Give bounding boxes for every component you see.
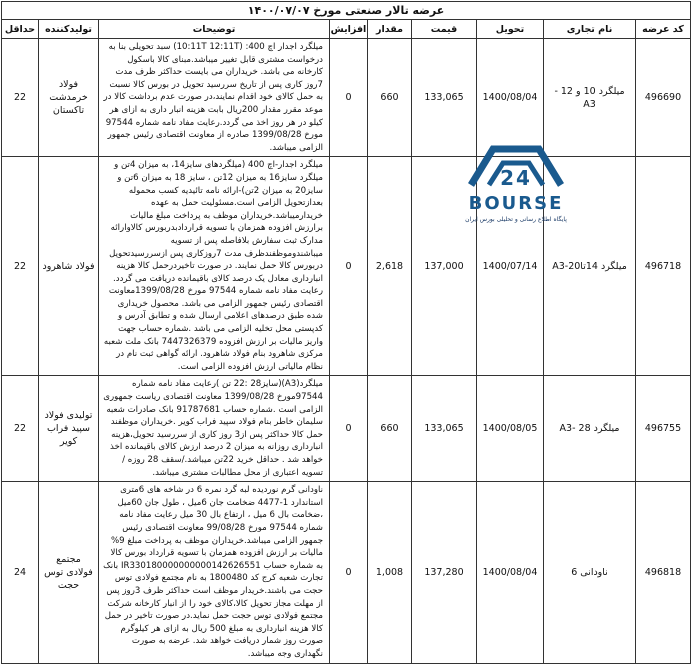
cell-producer: مجتمع فولادی توس حجت: [39, 482, 99, 663]
cell-increase: 0: [330, 376, 368, 482]
cell-producer: فولاد خرمدشت تاکستان: [39, 39, 99, 157]
bourse-logo-icon: [431, 141, 601, 229]
cell-code: 496690: [636, 39, 691, 157]
cell-price: 137,280: [412, 482, 477, 663]
cell-producer: تولیدی فولاد سپید فراب کویر: [39, 376, 99, 482]
cell-increase: 0: [330, 157, 368, 376]
cell-increase: 0: [330, 482, 368, 663]
offer-sheet: [1, 1, 690, 659]
header-code: کد عرضه: [636, 20, 691, 39]
table-title: عرضه تالار صنعتی مورخ ۱۴۰۰/۰۷/۰۷: [2, 2, 691, 20]
cell-producer: فولاد شاهرود: [39, 157, 99, 376]
cell-quantity: 660: [368, 376, 412, 482]
header-description: توضیحات: [99, 20, 330, 39]
cell-increase: 0: [330, 39, 368, 157]
cell-min: 24: [2, 482, 39, 663]
cell-description: ناودانی گرم نوردیده لبه گرد نمره 6 در شاخه های 6متری استاندارد 1-4477 ضخامت جان 6میل ، طول جان 60میل ،ضخامت بال 6 میل ، ارتفاع بال 30 میل رعایت مفاد نامه شماره 97544 مورخ 99/08/28 معاونت اقتصادی رئیس جمهور الزامی میباشد.خریداران موظف به پرداخت مبلغ 9% مالیات بر ارزش افزوده همزمان با تسویه قرارداد بورس کالا به شماره حساب IR330180000000000142626551 بانک تجارت شعبه کرج کد 1800480 به نام مجتمع فولادی توس حجت می باشند.خریدار موظف است حداکثر ظرف 3روز پس از مهلت مجاز تحویل کالا،کالای خود را از انبار کارخانه شرکت مجتمع فولادی توس حجت حمل نماید.در صورت تاخیر در حمل کالا هزینه انبارداری به مبلغ 500 ریال به ازای هر کیلوگرم صورت روز شمار دریافت خواهد شد. عرضه به صورت نگهداری وجه میباشد.: [99, 482, 330, 663]
cell-description: میلگرد اجدار اچ 400: (10:11T 12:11T) سبد تحویلی بنا به درخواست مشتری قابل تغییر میباشد.مبنای کالا باسکول کارخانه می باشد. خریداران می بایست حداکثر ظرف مدت 7روز کاری پس از تاریخ سررسید تحویل در بورس کالا نسبت به حمل کالای خود اقدام نمایند،در صورت عدم برداشت کالا در موعد مقرر مقدار 200ریال بابت هزینه انبار داری به ازای هر کیلو در هر روز اخذ می گردد.رعایت مفاد نامه شماره 97544 مورخ 1399/08/28 صادره از معاونت اقتصادی رئیس جمهور الزامی میباشد.: [99, 39, 330, 157]
cell-trade-name: ناودانی 6: [544, 482, 636, 663]
cell-trade-name: میلگرد 28 -A3: [544, 376, 636, 482]
cell-delivery: 1400/08/04: [477, 482, 544, 663]
table-row: [2, 482, 691, 663]
table-row: [2, 376, 691, 482]
cell-quantity: 1,008: [368, 482, 412, 663]
cell-quantity: 660: [368, 39, 412, 157]
header-producer: تولیدکننده: [39, 20, 99, 39]
cell-description: میلگرد(A3)(سایز28 :22 تن )رعایت مفاد نامه شماره 97544مورخ 1399/08/28 معاونت اقتصادی ریاست جمهوری الزامی است .شماره حساب 91787681 بانک صادرات شعبه سلیمان خاطر بنام فولاد سپید فراب کویر .خریداران موظفند حمل کالا حداکثر پس از3 روز کاری از سررسید تحویل،هزینه انبارداری روزانه به میزان 2 درصد ارزش کالای باقیمانده اخذ خواهد شد . حداقل خرید 22تن میباشد./سقف 28 روزه / تسویه اعتباری از محل مطالبات مشتری میباشد.: [99, 376, 330, 482]
cell-quantity: 2,618: [368, 157, 412, 376]
cell-description: میلگرد اجدار-اچ 400 (میلگردهای سایز14، به میزان 4تن و میلگرد سایز16 به میزان 12تن ، سایز 18 به میزان 6تن و سایز20 به میزان 2تن)-ارائه نامه تائیدیه کسب محموله بعدازتحویل الزامی است.مسئولیت حمل به عهده خریدارمیباشد.خریداران موظف به پرداخت مبلغ مالیات برارزش افزوده همزمان با تسویه قراردادبدربورس کالاوارائه مدارک ثبت سفارش بلافاصله پس از تسویه میباشندوموظفندظرف مدت 7روزکاری پس ازسررسیدتحویل دربورس کالا حمل نمایند. در صورت تاخیردرحمل کالا هزینه انبارداری معادل یک درصد کالای باقیمانده دریافت می گردد. رعایت مفاد نامه شماره 97544 مورخ 1399/08/28معاونت اقتصادی رئیس جمهور الزامی می باشد. محصول خریداری شده طبق درصدهای اعلامی ارسال شده و تطابق آدرس و کدپستی محل تخلیه الزامی می باشد .شماره حساب جهت واریز مالیات بر ارزش افزوده 7447326379 بانک ملت شعبه مرکزی شاهرود بنام فولاد شاهرود. ارائه گواهی ثبت نام در نظام مالیاتی ارزش افزوده الزامی است.: [99, 157, 330, 376]
cell-price: 137,000: [412, 157, 477, 376]
header-quantity: مقدار: [368, 20, 412, 39]
cell-code: 496718: [636, 157, 691, 376]
bourse24-logo: [431, 141, 601, 229]
cell-min: 22: [2, 376, 39, 482]
header-price: قیمت: [412, 20, 477, 39]
cell-min: 22: [2, 157, 39, 376]
logo-brand: BOURSE: [468, 193, 564, 214]
table-row: [2, 39, 691, 157]
cell-trade-name: میلگرد 10 و 12 - A3: [544, 39, 636, 157]
cell-price: 133,065: [412, 39, 477, 157]
cell-code: 496755: [636, 376, 691, 482]
header-delivery: تحویل: [477, 20, 544, 39]
cell-delivery: 1400/07/14: [477, 157, 544, 376]
cell-trade-name: میلگرد 14تا20-A3: [544, 157, 636, 376]
cell-code: 496818: [636, 482, 691, 663]
cell-min: 22: [2, 39, 39, 157]
offers-table: [1, 1, 691, 664]
cell-delivery: 1400/08/04: [477, 39, 544, 157]
header-increase: افزایش: [330, 20, 368, 39]
cell-delivery: 1400/08/05: [477, 376, 544, 482]
logo-subtitle: پایگاه اطلاع رسانی و تحلیلی بورس ایران: [465, 216, 567, 223]
header-trade-name: نام تجاری: [544, 20, 636, 39]
cell-price: 133,065: [412, 376, 477, 482]
logo-mark: 24: [500, 166, 532, 190]
header-min: حداقل: [2, 20, 39, 39]
